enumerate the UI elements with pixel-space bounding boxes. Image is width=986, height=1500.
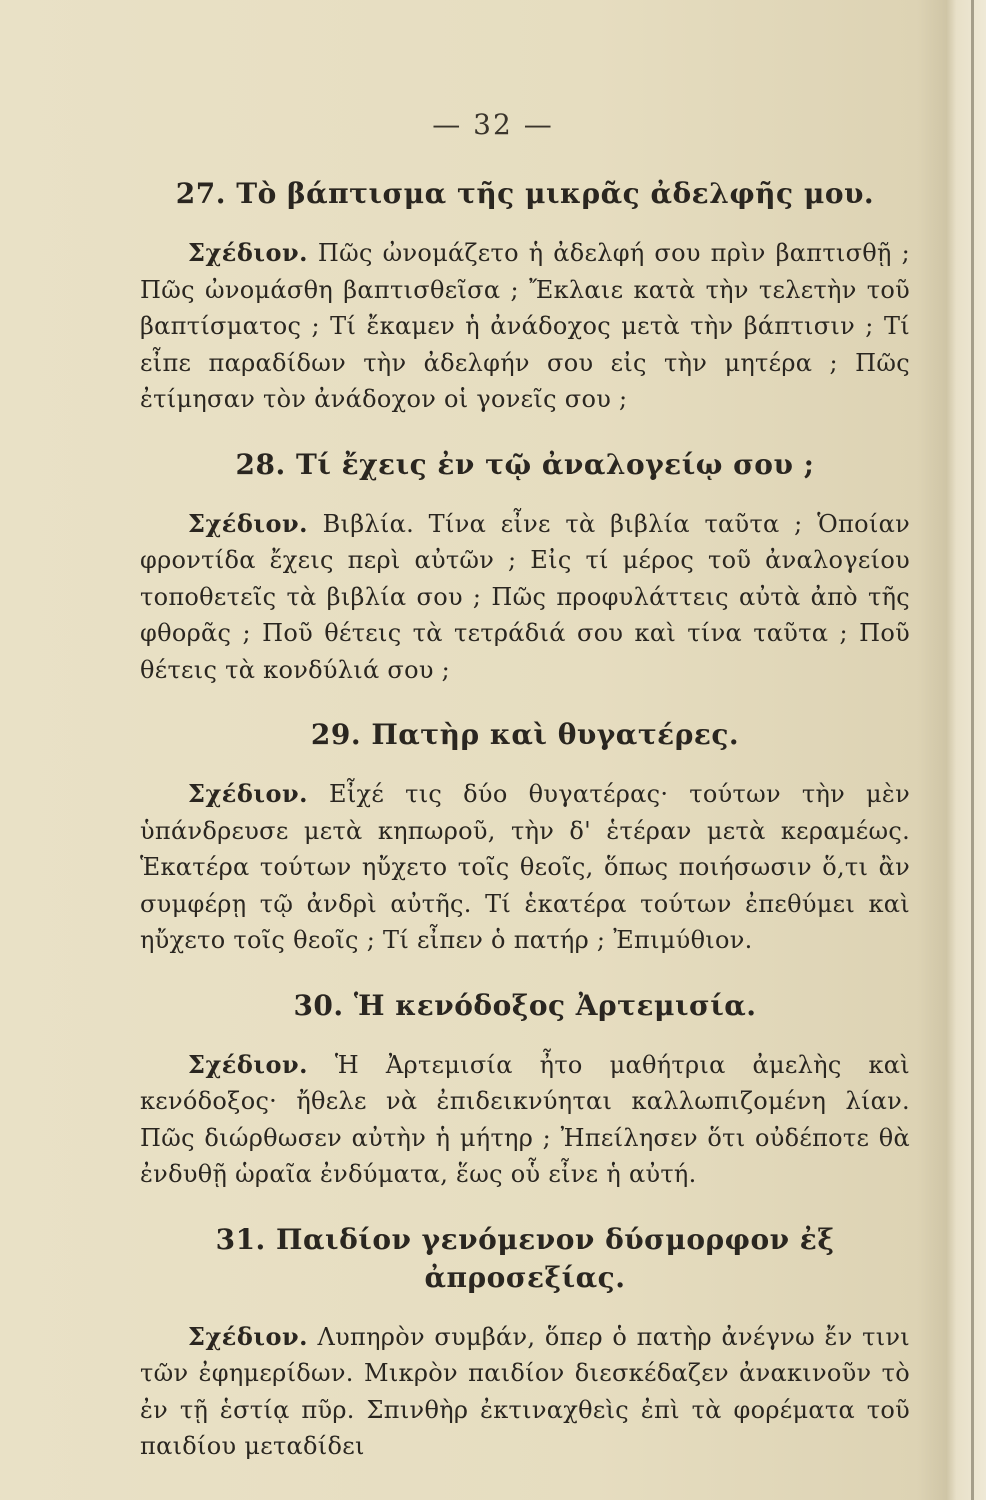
section-27-text: Πῶς ὠνομάζετο ἡ ἀδελφή σου πρὶν βαπτισθῇ ; Πῶς ὠνομάσθη βαπτισθεῖσα ; Ἔκλαιε κατὰ τὴν τελετὴν τοῦ βαπτίσματος ; Τί ἔκαμεν ἡ ἀνάδοχος μετὰ τὴν βάπτισιν ; Τί εἶπε παραδίδων τὴν ἀδελφήν σου εἰς τὴν μητέρα ; Πῶς ἐτίμησαν τὸν ἀνάδοχον οἱ γονεῖς σου ; — [140, 239, 910, 413]
section-27-title: 27. Τὸ βάπτισμα τῆς μικρᾶς ἀδελφῆς μου. — [175, 177, 875, 210]
section-29-body — [140, 776, 910, 959]
section-28-body — [140, 506, 910, 689]
section-31-body — [140, 1319, 910, 1465]
section-31-title: 31. Παιδίον γενόμενον δύσμορφον ἐξ ἀπροσεξίας. — [215, 1222, 835, 1294]
section-30-body — [140, 1047, 910, 1193]
page-content — [140, 165, 910, 1493]
section-30-label: Σχέδιον. — [188, 1049, 308, 1079]
section-30-title: 30. Ἡ κενόδοξος Ἀρτεμισία. — [293, 988, 757, 1022]
section-27-body — [140, 235, 910, 418]
section-30-text: Ἡ Ἀρτεμισία ἦτο μαθήτρια ἀμελὴς καὶ κενόδοξος· ἤθελε νὰ ἐπιδεικνύηται καλλωπιζομένη λίαν. Πῶς διώρθωσεν αὐτὴν ἡ μήτηρ ; Ἠπείλησεν ὅτι οὐδέποτε θὰ ἐνδυθῇ ὡραῖα ἐνδύματα, ἕως οὗ εἶνε ἡ αὐτή. — [140, 1050, 910, 1188]
section-29-label: Σχέδιον. — [188, 779, 308, 808]
section-29-text: Εἶχέ τις δύο θυγατέρας· τούτων τὴν μὲν ὑπάνδρευσε μετὰ κηπωροῦ, τὴν δ' ἑτέραν μετὰ κεραμέως. Ἑκατέρα τούτων ηὔχετο τοῖς θεοῖς, ὅπως ποιήσωσιν ὅ,τι ἂν συμφέρῃ τῷ ἀνδρὶ αὐτῆς. Τί ἑκατέρα τούτων ἐπεθύμει καὶ ηὔχετο τοῖς θεοῖς ; Τί εἶπεν ὁ πατήρ ; Ἐπιμύθιον. — [140, 780, 911, 954]
section-31-text: Λυπηρὸν συμβάν, ὅπερ ὁ πατὴρ ἀνέγνω ἔν τινι τῶν ἐφημερίδων. Μικρὸν παιδίον διεσκέδαζεν ἀνακινοῦν τὸ ἐν τῇ ἑστίᾳ πῦρ. Σπινθὴρ ἐκτιναχθεὶς ἐπὶ τὰ φορέματα τοῦ παιδίου μεταδίδει — [140, 1322, 911, 1460]
section-28-title: 28. Τί ἔχεις ἐν τῷ ἀναλογείῳ σου ; — [235, 447, 815, 481]
section-27-label: Σχέδιον. — [188, 238, 308, 267]
page-edge-line — [971, 0, 974, 1500]
section-31-label: Σχέδιον. — [188, 1321, 308, 1351]
page-number: — 32 — — [432, 108, 554, 141]
section-28-text: Βιβλία. Τίνα εἶνε τὰ βιβλία ταῦτα ; Ὁποίαν φροντίδα ἔχεις περὶ αὐτῶν ; Εἰς τί μέρος τοῦ ἀναλογείου τοποθετεῖς τὰ βιβλία σου ; Πῶς προφυλάττεις αὐτὰ ἀπὸ τῆς φθορᾶς ; Ποῦ θέτεις τὰ τετράδιά σου καὶ τίνα ταῦτα ; Ποῦ θέτεις τὰ κονδύλιά σου ; — [140, 509, 910, 684]
section-28-label: Σχέδιον. — [188, 508, 308, 538]
section-29-title: 29. Πατὴρ καὶ θυγατέρες. — [310, 718, 740, 751]
